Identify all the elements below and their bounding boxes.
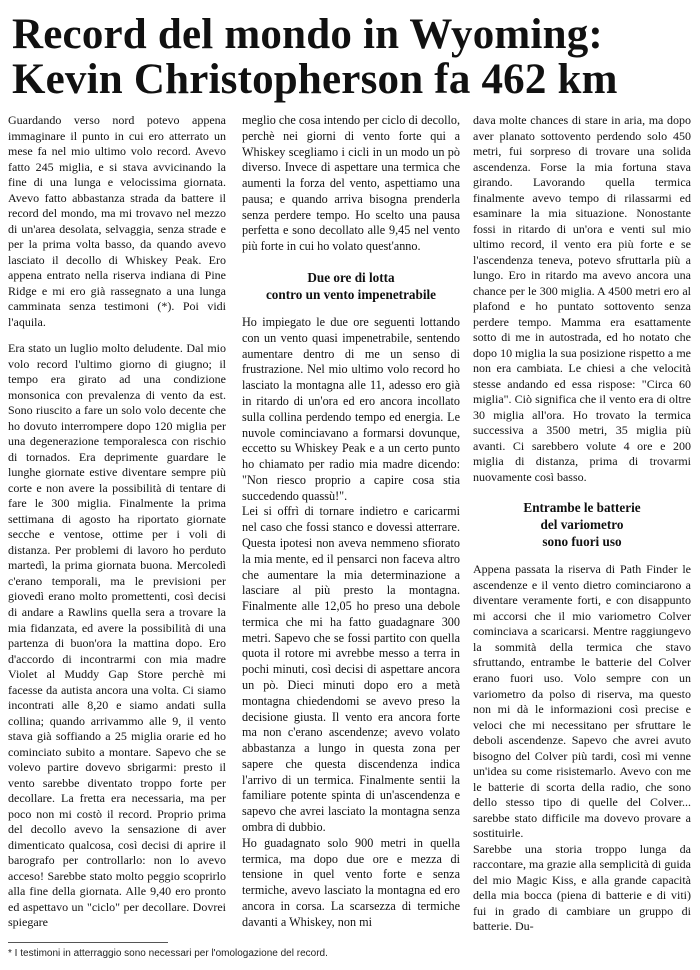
article-column-3 — [473, 113, 691, 935]
paragraph: dava molte chances di stare in aria, ma dopo aver planato sottovento perdendo solo 450 metri, fui sorpreso di trovare una solida ascendenza. Forse la mia fortuna stava girando. Lavorando quella termica finalmente avevo tempo di rilassarmi ed esaminare la mia situazione. Nonostante fossi in ritardo di un'ora e venti sul mio ultimo record, il vento era più forte e se l'ascendenza teneva, potevo sfruttarla più a lungo. Ero in ritardo ma avevo ancora una chance per le 300 miglia. A 4500 metri ero al plafond e ho puntato sottovento senza perdere tempo. Mamma era esattamente sotto di me in autostrada, ed ho notato che dopo 10 miglia la sua posizione rispetto a me non era cambiata. Le chiesi a che velocità stesse andando ed essa rispose: "Circa 60 miglia". Ciò significa che il vento era di oltre 30 miglia all'ora. Ho trovato la termica successiva a 3500 metri, 35 miglia più avanti. Ci sarebbero volute 4 ore e 200 miglia di distanza, prima di trovarmi nuovamente così basso. — [473, 113, 691, 484]
subheading-line: sono fuori uso — [542, 534, 622, 550]
article-column-1 — [8, 113, 226, 931]
paragraph: Ho guadagnato solo 900 metri in quella termica, ma dopo due ore e mezza di tensione in quel vento forte e senza termiche, avevo lasciato la montagna ed ero ancora in corsa. La scarsezza di termiche davanti a Whiskey, non mi — [242, 835, 460, 929]
footnote-rule — [8, 942, 168, 943]
subheading-line: Entrambe le batterie — [523, 500, 641, 516]
paragraph: Guardando verso nord potevo appena immaginare il punto in cui ero atterrato un mese fa nel mio ultimo volo record. Avevo fatto 245 miglia, e si stava avvicinando la fine di una lunga e velocissima giornata. Avevo fatto abbastanza strada da battere il record del mondo, ma mi trovavo nel mezzo di un'area desolata, selvaggia, senza strade e per la prima volta basso, da quando avevo lasciato il decollo di Whiskey Peak. Ero appena entrato nella riserva indiana di Pine Ridge e mi ero già rassegnato a una lunga camminata senza testimoni (*). Poi vidi l'aquila. — [8, 113, 226, 329]
section-subheading — [242, 269, 460, 303]
section-subheading — [473, 499, 691, 550]
headline — [12, 12, 692, 102]
paragraph: Appena passata la riserva di Path Finder le ascendenze e il vento dietro cominciarono a diventare veramente forti, e con disappunto mi accorsi che il mio variometro Colver cominciava a scaricarsi. Mentre raggiungevo la sommità della termica che stavo sfruttando, entrambe le batterie del Colver erano fuori uso. Volo sempre con un variometro da polso di riserva, ma questo non mi dà le informazioni così precise e veloci che mi necessitano per sfruttare le deboli ascendenze. Sapevo che avrei avuto bisogno del Colver più tardi, così mi venne un'idea su come risistemarlo. Avevo con me le batterie di scorta della radio, che sono dello stesso tipo di quelle del Colver... sarebbe stato difficile ma dovevo provare a sostituirle. — [473, 562, 691, 841]
paragraph: Sarebbe una storia troppo lunga da raccontare, ma grazie alla semplicità di guida del mio Magic Kiss, e alla grande capacità della mia bocca (piena di batterie e di viti) fui in grado di cambiare un gruppo di batterie. Du- — [473, 841, 691, 934]
subheading-line: del variometro — [540, 517, 624, 533]
subheading-line: Due ore di lotta — [307, 270, 395, 286]
footnote: * I testimoni in atterraggio sono necessari per l'omologazione del record. — [8, 948, 328, 959]
subheading-line: contro un vento impenetrabile — [265, 287, 437, 303]
paragraph: Ho impiegato le due ore seguenti lottando con un vento quasi impenetrabile, sentendo aumentare dentro di me un senso di frustrazione. Nel mio ultimo volo record ho lasciato la montagna alle 11, adesso ero già in ritardo di un'ora ed ero ancora incollato sulla collina perdendo tempo ed energia. Le nuvole cominciavano a formarsi dovunque, eccetto su Whiskey Peak e a un certo punto ho chiamato per radio mia madre dicendo: "Non riesco proprio a capire cosa stia succedendo quassù!". — [242, 315, 460, 503]
article-column-2 — [242, 113, 460, 931]
paragraph: Era stato un luglio molto deludente. Dal mio volo record l'ultimo giorno di giugno; il tempo era girato ad una condizione monsonica con prevalenza di vento da est. Sono riuscito a fare un solo volo decente che ho dovuto interrompere dopo 120 miglia per una degenerazione temporalesca con rischio di tornados. Era deprimente guardare le lunghe giornate estive diventare sempre più corte e non avere la possibilità di tentare di fare le 300 miglia. Finalmente la prima settimana di agosto ha riportato giornate secche e ventose, ottime per i voli di distanza. Per problemi di lavoro ho perduto martedì, la prima giornata buona. Mercoledì c'erano temporali, ma le previsioni per giovedì erano molto promettenti, così decisi di andare a Rawlins quella sera a trovare la mia fidanzata, ed avere la possibilità di una partenza di buon'ora la mattina dopo. Ero d'accordo di incontrarmi con mia madre Violet al Muddy Gap Store perchè mi facesse da autista ancora una volta. Ci siamo incontrati alle 8,20 e siamo andati sulla collina; quando arrivammo alle 9, il vento stava già soffiando a 25 miglia orarie ed ho cominciato subito a montare. Sapevo che se volevo partire dovevo sbrigarmi: presto il vento sarebbe diventato troppo forte per decollare. La fretta era necessaria, ma per poco non mi costò il record. Proprio prima del decollo avevo la sensazione di aver dimenticato qualcosa, così decisi di aprire il barografo per controllarlo: non lo avevo acceso! Sarebbe stato molto peggio scoprirlo alla fine della giornata. Alle 9,40 ero pronto ed aspettavo un "ciclo" per decollare. Dovrei spiegare — [8, 341, 226, 930]
headline-line-1: Record del mondo in Wyoming: — [12, 11, 603, 58]
paragraph: meglio che cosa intendo per ciclo di decollo, perchè nei giorni di vento forte qui a Whiskey scegliamo i cicli in un modo un pò diverso. Invece di aspettare una termica che aumenti la forza del vento, aspettiamo una pausa; e quando arriva bisogna prenderla senza perdere tempo. Ho scelto una pausa perfetta e sono decollato alle 9,45 nel vento più forte in cui ho volato quest'anno. — [242, 113, 460, 254]
headline-line-2: Kevin Christopherson fa 462 km — [12, 56, 618, 103]
paragraph: Lei si offrì di tornare indietro e caricarmi nel caso che fossi stanco e dovessi atterrare. Questa ipotesi non aveva nemmeno sfiorato la mia mente, ed il pensarci non faceva altro che aumentare la mia determinazione a lasciare al più presto la montagna. Finalmente alle 12,05 ho preso una debole termica che mi ha fatto guadagnare 300 metri. Sapevo che se fossi partito con quella quota il rotore mi avrebbe messo a terra in pochi minuti, così decisi di aspettare ancora un pò. Dieci minuti dopo ero a metà montagna chiedendomi se avevo preso la decisione giusta. Il vento era ancora forte ma non c'erano ascendenze; avevo volato abbastanza a lungo in questa zona per sapere che questa discendenza indica l'arrivo di un termica. Finalmente sentii la familiare potente spinta di un'ascendenza e sapevo che avrei lasciato la montagna senza ombra di dubbio. — [242, 504, 460, 835]
